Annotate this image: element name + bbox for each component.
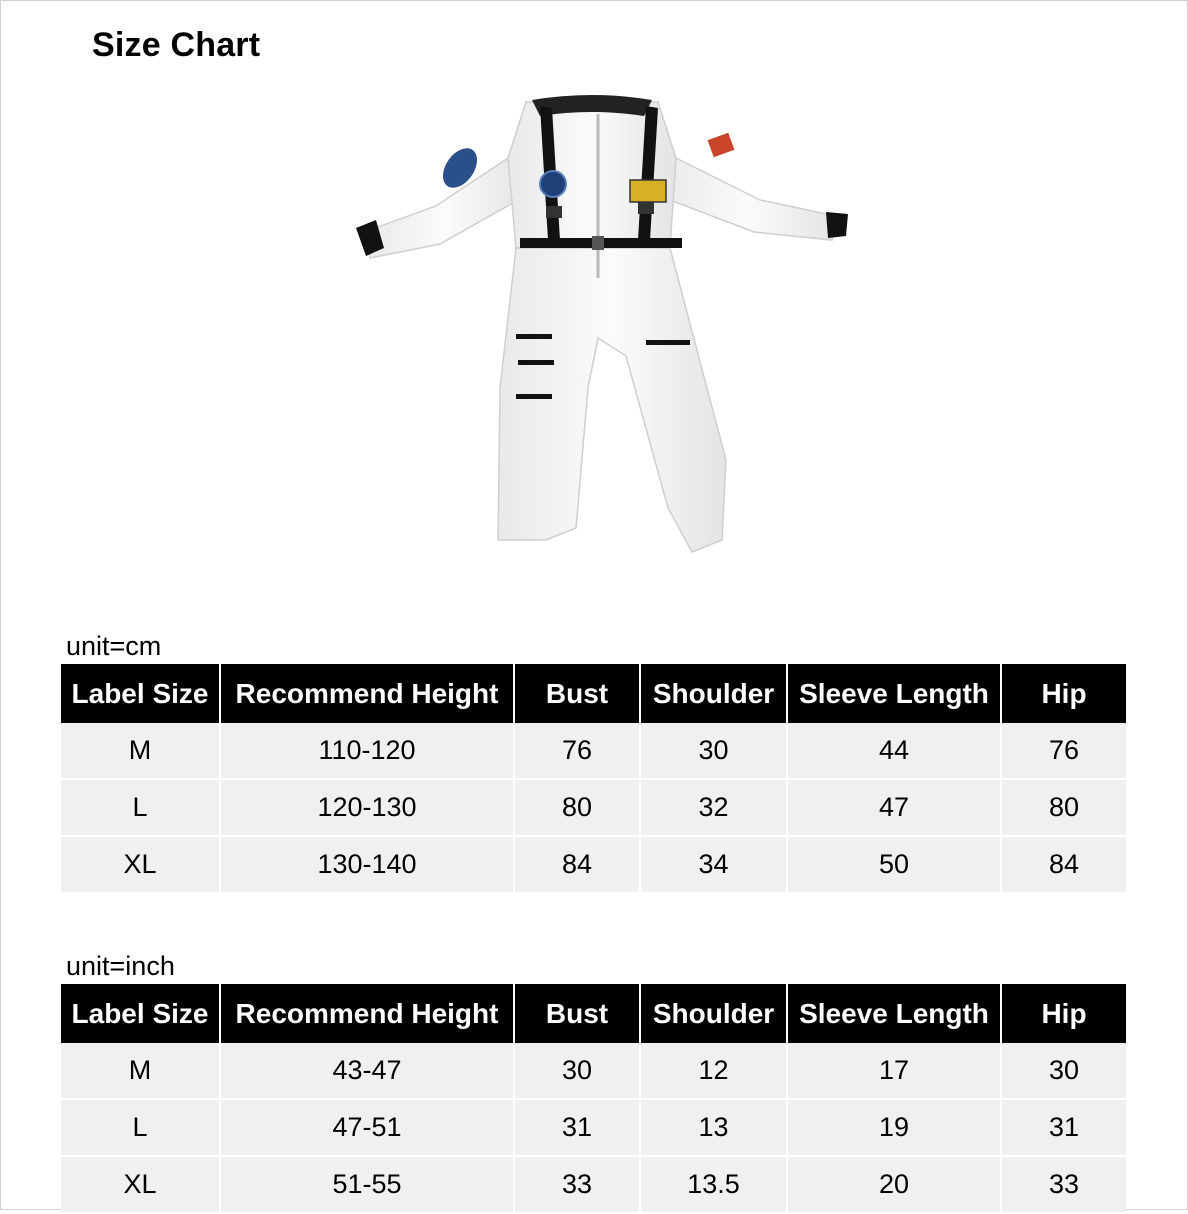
cell-sleeve-length: 47 [787,779,1001,836]
cell-bust: 84 [514,836,640,893]
column-header-bust: Bust [514,664,640,723]
column-header-label-size: Label Size [61,984,220,1043]
column-header-recommend-height: Recommend Height [220,984,514,1043]
cell-label-size: L [61,779,220,836]
column-header-sleeve-length: Sleeve Length [787,664,1001,723]
cell-sleeve-length: 20 [787,1156,1001,1213]
unit-label-cm: unit=cm [66,631,162,661]
table-row [61,836,1126,893]
cell-label-size: M [61,1043,220,1099]
unit-label-inch: unit=inch [66,951,175,981]
column-header-sleeve-length: Sleeve Length [787,984,1001,1043]
table-row [61,779,1126,836]
cell-hip: 31 [1001,1099,1126,1156]
column-header-recommend-height: Recommend Height [220,664,514,723]
cell-recommend-height: 51-55 [220,1156,514,1213]
column-header-shoulder: Shoulder [640,984,787,1043]
table-row [61,1099,1126,1156]
cell-recommend-height: 130-140 [220,836,514,893]
cell-hip: 80 [1001,779,1126,836]
cell-shoulder: 13 [640,1099,787,1156]
cell-bust: 76 [514,723,640,779]
astronaut-costume-image [340,88,860,568]
table-row [61,723,1126,779]
cell-hip: 30 [1001,1043,1126,1099]
cell-recommend-height: 43-47 [220,1043,514,1099]
column-header-bust: Bust [514,984,640,1043]
cell-sleeve-length: 17 [787,1043,1001,1099]
size-table-inch [61,984,1126,1214]
size-table-cm [61,664,1126,894]
column-header-hip: Hip [1001,984,1126,1043]
table-row [61,1043,1126,1099]
column-header-hip: Hip [1001,664,1126,723]
cell-recommend-height: 47-51 [220,1099,514,1156]
cell-recommend-height: 110-120 [220,723,514,779]
cell-shoulder: 34 [640,836,787,893]
cell-label-size: L [61,1099,220,1156]
table-header-row [61,984,1126,1043]
cell-shoulder: 12 [640,1043,787,1099]
cell-sleeve-length: 19 [787,1099,1001,1156]
cell-hip: 76 [1001,723,1126,779]
cell-label-size: XL [61,1156,220,1213]
cell-label-size: XL [61,836,220,893]
table-header-row [61,664,1126,723]
table-row [61,1156,1126,1213]
cell-sleeve-length: 44 [787,723,1001,779]
cell-shoulder: 13.5 [640,1156,787,1213]
cell-bust: 31 [514,1099,640,1156]
cell-shoulder: 32 [640,779,787,836]
column-header-label-size: Label Size [61,664,220,723]
cell-hip: 33 [1001,1156,1126,1213]
cell-bust: 80 [514,779,640,836]
page-title: Size Chart [92,26,261,64]
cell-recommend-height: 120-130 [220,779,514,836]
cell-label-size: M [61,723,220,779]
column-header-shoulder: Shoulder [640,664,787,723]
cell-sleeve-length: 50 [787,836,1001,893]
cell-bust: 33 [514,1156,640,1213]
cell-shoulder: 30 [640,723,787,779]
cell-hip: 84 [1001,836,1126,893]
cell-bust: 30 [514,1043,640,1099]
